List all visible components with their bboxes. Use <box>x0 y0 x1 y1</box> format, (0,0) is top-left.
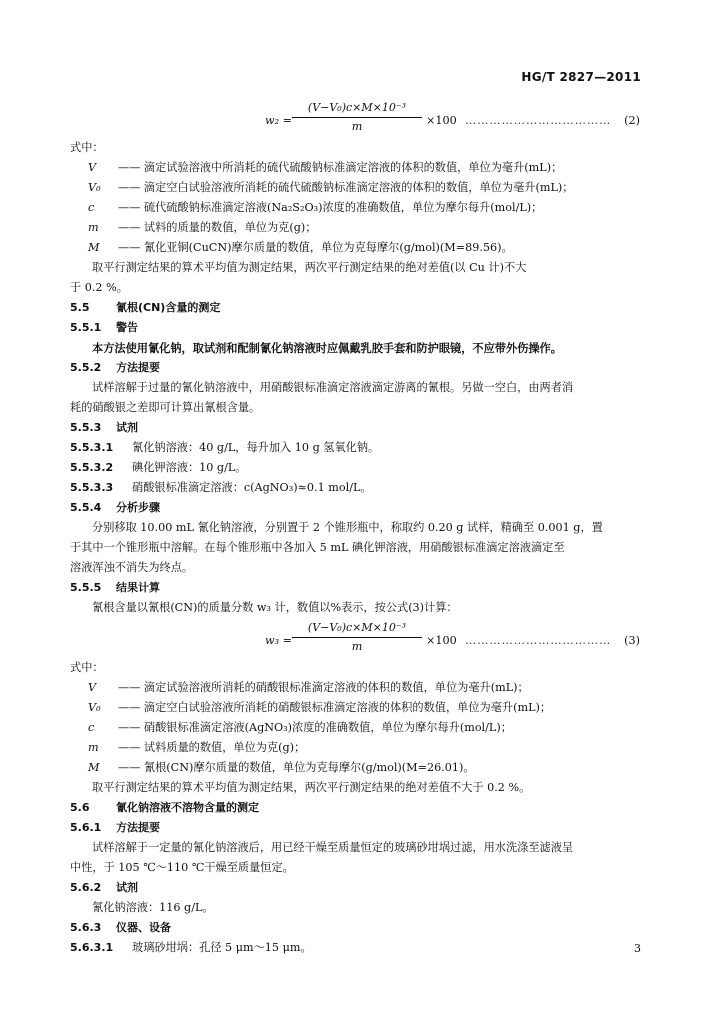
formula-times: ×100 <box>426 114 457 127</box>
section-heading-5-5-1 <box>70 318 640 338</box>
definition-item <box>70 178 640 198</box>
section-heading-5-5 <box>70 298 640 318</box>
definition-text: —— 滴定试验溶液所消耗的硝酸银标准滴定溶液的体积的数值，单位为毫升(mL)； <box>118 681 529 694</box>
section-number: 5.6.3 <box>70 921 102 934</box>
definition-item <box>70 158 640 178</box>
reagent-item <box>70 458 640 478</box>
definition-text: —— 硝酸银标准滴定溶液(AgNO₃)浓度的准确数值，单位为摩尔每升(mol/L)； <box>118 721 512 734</box>
section-title: 方法提要 <box>116 361 160 374</box>
formula-denominator: m <box>351 120 363 133</box>
section-title: 结果计算 <box>116 581 160 594</box>
formula-number: (3) <box>624 634 640 647</box>
equipment-text: 玻璃砂坩埚：孔径 5 μm～15 μm。 <box>132 941 312 954</box>
formula-lhs: w₂ = <box>265 114 292 127</box>
result-paragraph-1-cont: 于 0.2 %。 <box>70 281 128 294</box>
result-paragraph-2: 取平行测定结果的算术平均值为测定结果，两次平行测定结果的绝对差值不大于 0.2 %。 <box>92 781 531 794</box>
definition-text: —— 试料质量的数值，单位为克(g)； <box>118 741 306 754</box>
definition-symbol: M <box>88 241 100 254</box>
fraction-bar <box>292 637 422 638</box>
definition-symbol: m <box>88 741 99 754</box>
section-title: 分析步骤 <box>116 501 160 514</box>
formula-leader-dots: ……………………………… <box>465 634 612 647</box>
section-number: 5.5.5 <box>70 581 102 594</box>
formula-fraction <box>292 620 422 655</box>
definition-item <box>70 678 640 698</box>
section-heading-5-5-4 <box>70 498 640 518</box>
symbol-definitions-2 <box>70 678 640 778</box>
summary-paragraph-cont: 耗的硝酸银之差即可计算出氰根含量。 <box>70 401 261 414</box>
definition-symbol: V₀ <box>88 701 101 714</box>
definition-item <box>70 758 640 778</box>
summary-paragraph: 试样溶解于过量的氰化钠溶液中，用硝酸银标准滴定溶液滴定游离的氰根。另做一空白，由两者消 <box>92 381 574 394</box>
definition-item <box>70 698 640 718</box>
where-label: 式中： <box>70 141 104 154</box>
definition-symbol: V₀ <box>88 181 101 194</box>
definition-text: —— 试料的质量的数值，单位为克(g)； <box>118 221 317 234</box>
section-title: 警告 <box>116 321 138 334</box>
insoluble-summary-cont: 中性，于 105 ℃～110 ℃干燥至质量恒定。 <box>70 861 294 874</box>
definition-text: —— 滴定空白试验溶液所消耗的硝酸银标准滴定溶液的体积的数值，单位为毫升(mL)； <box>118 701 552 714</box>
reagent-item <box>70 478 640 498</box>
section-number: 5.5.2 <box>70 361 102 374</box>
formula-3 <box>70 620 640 658</box>
section-number: 5.6 <box>70 801 90 814</box>
reagent-number: 5.5.3.3 <box>70 481 114 494</box>
section-number: 5.6.1 <box>70 821 102 834</box>
definition-text: —— 滴定试验溶液中所消耗的硫代硫酸钠标准滴定溶液的体积的数值，单位为毫升(mL)； <box>118 161 563 174</box>
formula-lhs: w₃ = <box>265 634 292 647</box>
formula-number: (2) <box>624 114 640 127</box>
formula-2 <box>70 100 640 138</box>
formula-numerator: (V−V₀)c×M×10⁻³ <box>307 101 407 114</box>
procedure-paragraph-cont: 溶液浑浊不消失为终点。 <box>70 561 194 574</box>
section-number: 5.6.2 <box>70 881 102 894</box>
fraction-bar <box>292 117 422 118</box>
definition-text: —— 氰根(CN)摩尔质量的数值，单位为克每摩尔(g/mol)(M=26.01)。 <box>118 761 475 774</box>
section-title: 仪器、设备 <box>116 921 171 934</box>
definition-text: —— 氰化亚铜(CuCN)摩尔质量的数值，单位为克每摩尔(g/mol)(M=89.56)。 <box>118 241 513 254</box>
result-paragraph-1: 取平行测定结果的算术平均值为测定结果，两次平行测定结果的绝对差值(以 Cu 计)不大 <box>92 261 527 274</box>
reagent-text: 氰化钠溶液：116 g/L。 <box>92 901 214 914</box>
section-number: 5.5.3 <box>70 421 102 434</box>
section-number: 5.5.4 <box>70 501 102 514</box>
section-heading-5-6 <box>70 798 640 818</box>
definition-symbol: M <box>88 761 100 774</box>
definition-text: —— 滴定空白试验溶液所消耗的硫代硫酸钠标准滴定溶液的体积的数值，单位为毫升(mL)； <box>118 181 574 194</box>
section-heading-5-6-1 <box>70 818 640 838</box>
definition-symbol: m <box>88 221 99 234</box>
reagent-number: 5.5.3.2 <box>70 461 114 474</box>
section-title: 试剂 <box>116 421 138 434</box>
insoluble-summary: 试样溶解于一定量的氰化钠溶液后，用已经干燥至质量恒定的玻璃砂坩埚过滤，用水洗涤至滤液呈 <box>92 841 574 854</box>
section-heading-5-6-2 <box>70 878 640 898</box>
page-number: 3 <box>634 942 641 955</box>
warning-text: 本方法使用氰化钠，取试剂和配制氰化钠溶液时应佩戴乳胶手套和防护眼镜，不应带外伤操作。 <box>92 341 562 355</box>
section-title: 氰根(CN)含量的测定 <box>116 301 221 314</box>
section-title: 氰化钠溶液不溶物含量的测定 <box>116 801 259 814</box>
definition-item <box>70 238 640 258</box>
section-heading-5-5-5 <box>70 578 640 598</box>
content <box>70 98 640 958</box>
symbol-definitions-1 <box>70 158 640 258</box>
definition-text: —— 硫代硫酸钠标准滴定溶液(Na₂S₂O₃)浓度的准确数值，单位为摩尔每升(mol/L)； <box>118 201 543 214</box>
formula-numerator: (V−V₀)c×M×10⁻³ <box>307 621 407 634</box>
reagent-text: 氰化钠溶液：40 g/L，每升加入 10 g 氢氧化钠。 <box>132 441 380 454</box>
section-title: 方法提要 <box>116 821 160 834</box>
definition-item <box>70 198 640 218</box>
section-title: 试剂 <box>116 881 138 894</box>
formula-denominator: m <box>351 640 363 653</box>
section-heading-5-6-3 <box>70 918 640 938</box>
procedure-paragraph-cont: 于其中一个锥形瓶中溶解。在每个锥形瓶中各加入 5 mL 碘化钾溶液，用硝酸银标准滴定溶液滴定至 <box>70 541 565 554</box>
definition-item <box>70 718 640 738</box>
formula-fraction <box>292 100 422 135</box>
section-heading-5-5-3 <box>70 418 640 438</box>
reagent-item <box>70 438 640 458</box>
where-label: 式中： <box>70 661 104 674</box>
procedure-paragraph: 分别移取 10.00 mL 氰化钠溶液，分别置于 2 个锥形瓶中，称取约 0.20 g 试样，精确至 0.001 g，置 <box>92 521 603 534</box>
definition-symbol: c <box>88 721 95 734</box>
definition-item <box>70 738 640 758</box>
formula-leader-dots: ……………………………… <box>465 114 612 127</box>
reagent-text: 硝酸银标准滴定溶液：c(AgNO₃)≈0.1 mol/L。 <box>132 481 372 494</box>
calc-intro: 氰根含量以氰根(CN)的质量分数 w₃ 计，数值以%表示，按公式(3)计算： <box>92 601 458 614</box>
reagent-number: 5.5.3.1 <box>70 441 114 454</box>
equipment-number: 5.6.3.1 <box>70 941 114 954</box>
definition-symbol: V <box>88 161 97 174</box>
definition-item <box>70 218 640 238</box>
section-number: 5.5.1 <box>70 321 102 334</box>
definition-symbol: c <box>88 201 95 214</box>
section-heading-5-5-2 <box>70 358 640 378</box>
reagent-text: 碘化钾溶液：10 g/L。 <box>132 461 247 474</box>
equipment-item <box>70 938 640 958</box>
standard-code: HG/T 2827—2011 <box>521 70 641 84</box>
formula-times: ×100 <box>426 634 457 647</box>
section-number: 5.5 <box>70 301 90 314</box>
definition-symbol: V <box>88 681 97 694</box>
